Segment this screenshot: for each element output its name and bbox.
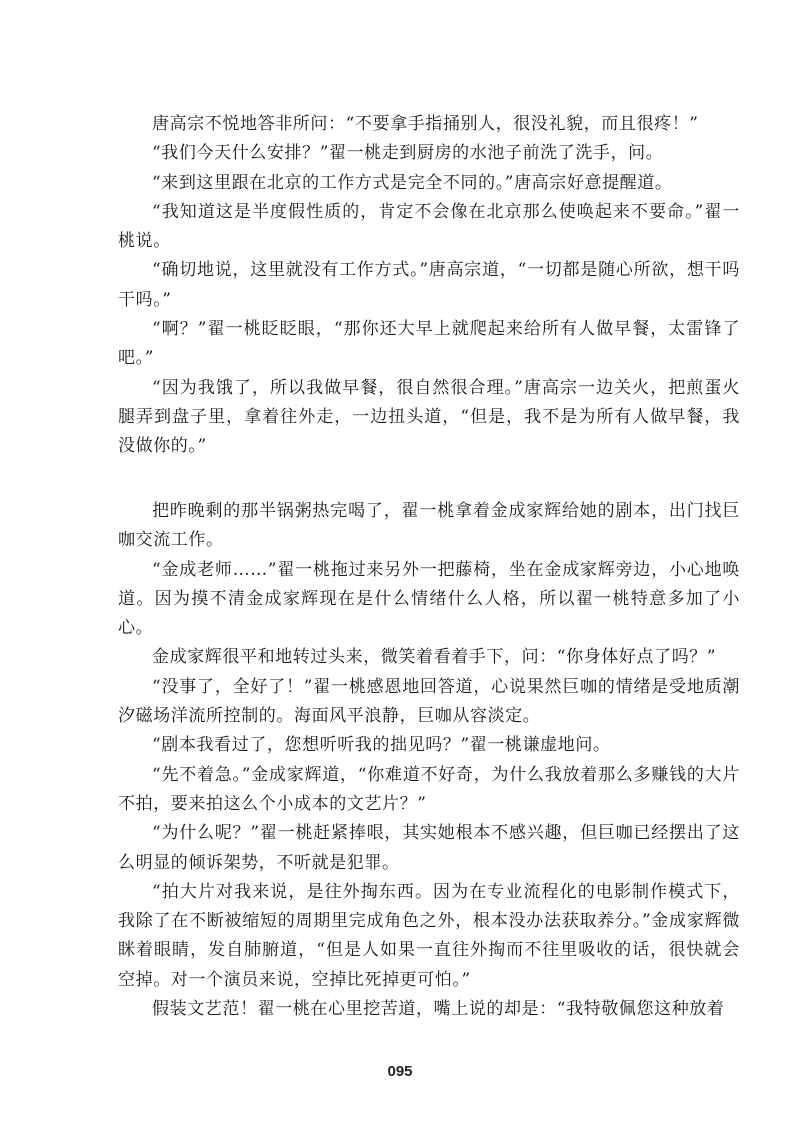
paragraph: 唐高宗不悦地答非所问：“不要拿手指捅别人，很没礼貌，而且很疼！” <box>152 114 699 134</box>
paragraph: “没事了，全好了！”翟一桃感恩地回答道，心说果然巨咖的情绪是受地质潮汐磁场洋流所控制的。海面风平浪静，巨咖从容淡定。 <box>118 676 740 727</box>
paragraph: “来到这里跟在北京的工作方式是完全不同的。”唐高宗好意提醒道。 <box>152 172 673 193</box>
paragraph: 假装文艺范！翟一桃在心里挖苦道，嘴上说的却是：“我特敬佩您这种放着 <box>152 999 725 1020</box>
paragraph: “确切地说，这里就没有工作方式。”唐高宗道，“一切都是随心所欲，想干吗干吗。” <box>118 260 740 310</box>
paragraph: 把昨晚剩的那半锅粥热完喝了，翟一桃拿着金成家辉给她的剧本，出门找巨咖交流工作。 <box>118 501 740 551</box>
paragraph: “金成老师……”翟一桃拖过来另外一把藤椅，坐在金成家辉旁边，小心地唤道。因为摸不清金成家辉现在是什么情绪什么人格，所以翟一桃特意多加了小心。 <box>118 559 740 639</box>
paragraph: 金成家辉很平和地转过头来，微笑着看着手下，问：“你身体好点了吗？” <box>152 647 717 668</box>
paragraph: “啊？”翟一桃眨眨眼，“那你还大早上就爬起来给所有人做早餐，太雷锋了吧。” <box>118 319 740 369</box>
paragraph: “剧本我看过了，您想听听我的拙见吗？”翟一桃谦虚地问。 <box>152 735 611 756</box>
paragraph: “我知道这是半度假性质的，肯定不会像在北京那么使唤起来不要命。”翟一桃说。 <box>118 201 740 252</box>
paragraph: “先不着急。”金成家辉道，“你难道不好奇，为什么我放着那么多赚钱的大片不拍，要来拍这么个小成本的文艺片？” <box>118 764 740 814</box>
text-section-1 <box>118 110 740 462</box>
text-section-2 <box>118 497 740 1024</box>
paragraph: “我们今天什么安排？”翟一桃走到厨房的水池子前洗了洗手，问。 <box>152 143 664 164</box>
page-number: 095 <box>387 1063 413 1080</box>
paragraph: “拍大片对我来说，是往外掏东西。因为在专业流程化的电影制作模式下，我除了在不断被缩短的周期里完成角色之外，根本没办法获取养分。”金成家辉微眯着眼睛，发自肺腑道，“但是人如果一直往外掏而不往里吸收的话，很快就会空掉。对一个演员来说，空掉比死掉更可怕。” <box>118 881 740 990</box>
paragraph: “为什么呢？”翟一桃赶紧捧哏，其实她根本不感兴趣，但巨咖已经摆出了这么明显的倾诉架势，不听就是犯罪。 <box>118 823 740 873</box>
paragraph: “因为我饿了，所以我做早餐，很自然很合理。”唐高宗一边关火，把煎蛋火腿弄到盘子里，拿着往外走，一边扭头道，“但是，我不是为所有人做早餐，我没做你的。” <box>118 377 740 457</box>
